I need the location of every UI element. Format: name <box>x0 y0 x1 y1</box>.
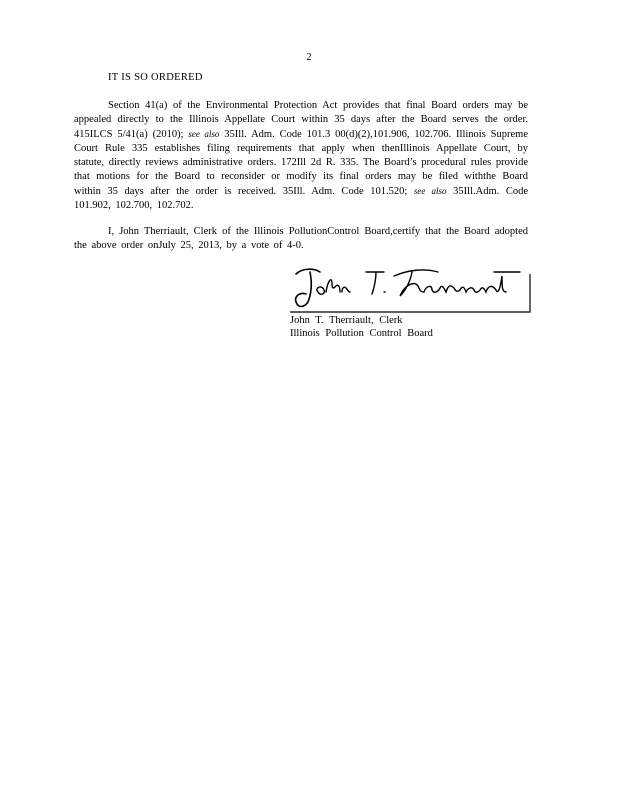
order-heading: IT IS SO ORDERED <box>108 72 203 83</box>
appeal-rights-paragraph <box>74 99 528 213</box>
clerk-name: John T. Therriault, Clerk <box>290 315 403 326</box>
signature-block <box>290 314 433 340</box>
paragraph-text: 35Ill.Adm. Code 101.902, 102.700, 102.702. <box>74 186 528 211</box>
paragraph-text: Section 41(a) of the Environmental Protection Act provides that final Board orders may be appealed directly to the Illinois Appellate Court within 35 days after the Board serves the order. 415ILCS 5/41(a) (2010); <box>74 100 528 140</box>
citation-signal: see also <box>188 129 220 139</box>
handwritten-signature-image <box>288 262 532 314</box>
citation-signal: see also <box>413 186 447 196</box>
certification-paragraph: I, John Therriault, Clerk of the Illinois PollutionControl Board,certify that the Board adopted the above order onJuly 25, 2013, by a vote of 4-0. <box>74 226 528 251</box>
page-number: 2 <box>306 52 312 63</box>
board-name: Illinois Pollution Control Board <box>290 328 433 339</box>
signature <box>288 262 532 314</box>
paragraph-text: 35Ill. Adm. Code 101.3 00(d)(2),101.906, 102.706. Illinois Supreme Court Rule 335 establishes filing requirements that apply when thenIllinois Appellate Court, by statute, directly reviews administrative orders. 172Ill 2d R. 335. The Board’s procedural rules provide that motions for the Board to reconsider or modify its final orders may be filed withthe Board within 35 days after the order is received. 35Ill. Adm. Code 101.520; <box>74 129 528 197</box>
